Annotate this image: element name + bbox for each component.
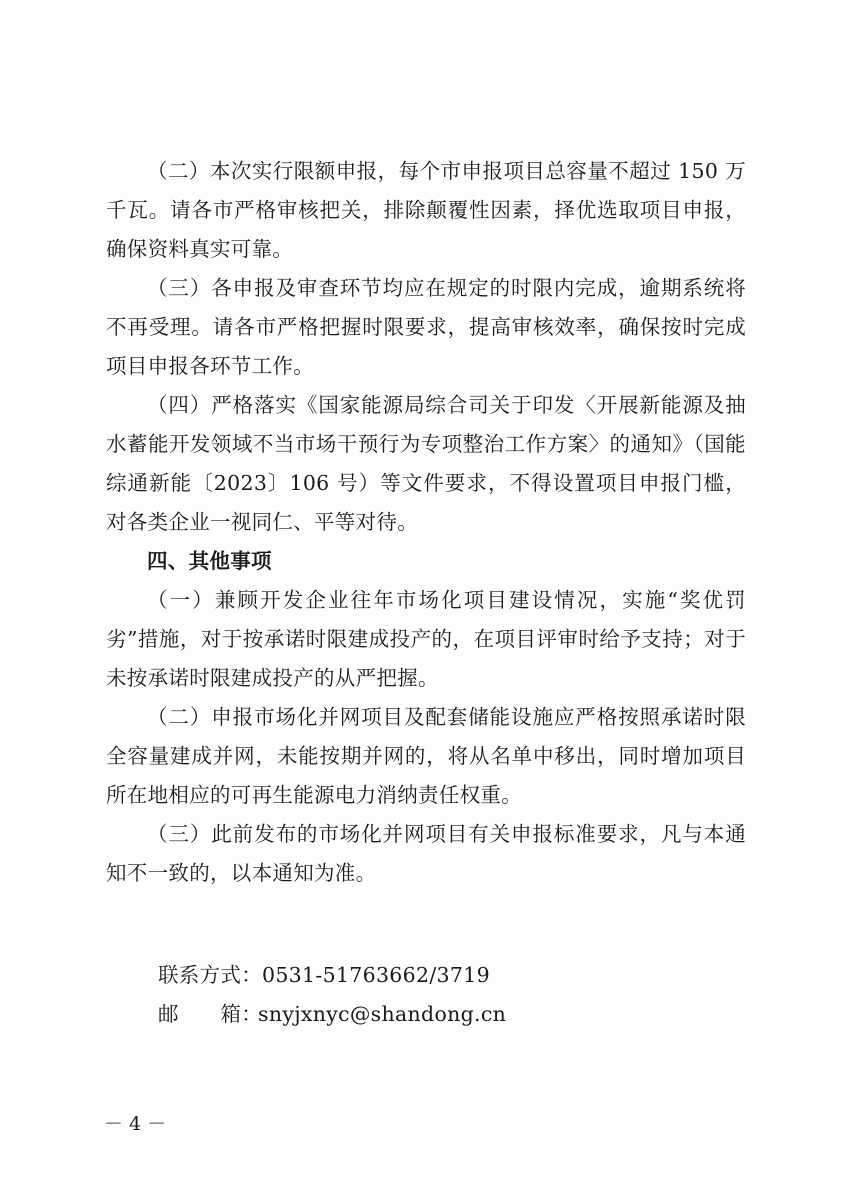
contact-phone-line xyxy=(158,956,506,995)
contact-block xyxy=(158,956,506,1034)
paragraph-precedence: （三）此前发布的市场化并网项目有关申报标准要求，凡与本通知不一致的，以本通知为准。 xyxy=(106,822,746,885)
paragraph-limit-quota: （二）本次实行限额申报，每个市申报项目总容量不超过 150 万千瓦。请各市严格审核把关，排除颠覆性因素，择优选取项目申报，确保资料真实可靠。 xyxy=(106,159,746,261)
paragraph-reward-penalty: （一）兼顾开发企业往年市场化项目建设情况，实施“奖优罚劣”措施，对于按承诺时限建成投产的，在项目评审时给予支持；对于未按承诺时限建成投产的从严把握。 xyxy=(106,588,746,690)
document-body xyxy=(106,152,746,893)
section-heading-other-matters: 四、其他事项 xyxy=(147,549,272,573)
paragraph-grid-connection: （二）申报市场化并网项目及配套储能设施应严格按照承诺时限全容量建成并网，未能按期并网的，将从名单中移出，同时增加项目所在地相应的可再生能源电力消纳责任权重。 xyxy=(106,705,746,807)
contact-phone-label: 联系方式： xyxy=(158,963,262,987)
contact-phone-value: 0531-51763662/3719 xyxy=(262,963,490,987)
contact-email-label: 邮 箱： xyxy=(158,1002,262,1026)
paragraph-compliance: （四）严格落实《国家能源局综合司关于印发〈开展新能源及抽水蓄能开发领域不当市场干预行为专项整治工作方案〉的通知》（国能综通新能〔2023〕106 号）等文件要求，不得设置项目申报门槛，对各类企业一视同仁、平等对待。 xyxy=(106,393,746,534)
paragraph-deadline: （三）各申报及审查环节均应在规定的时限内完成，逾期系统将不再受理。请各市严格把握时限要求，提高审核效率，确保按时完成项目申报各环节工作。 xyxy=(106,276,746,378)
contact-email-line xyxy=(158,995,506,1034)
contact-email-value: snyjxnyc@shandong.cn xyxy=(258,1002,507,1026)
page-number: － 4 － xyxy=(104,1113,167,1135)
